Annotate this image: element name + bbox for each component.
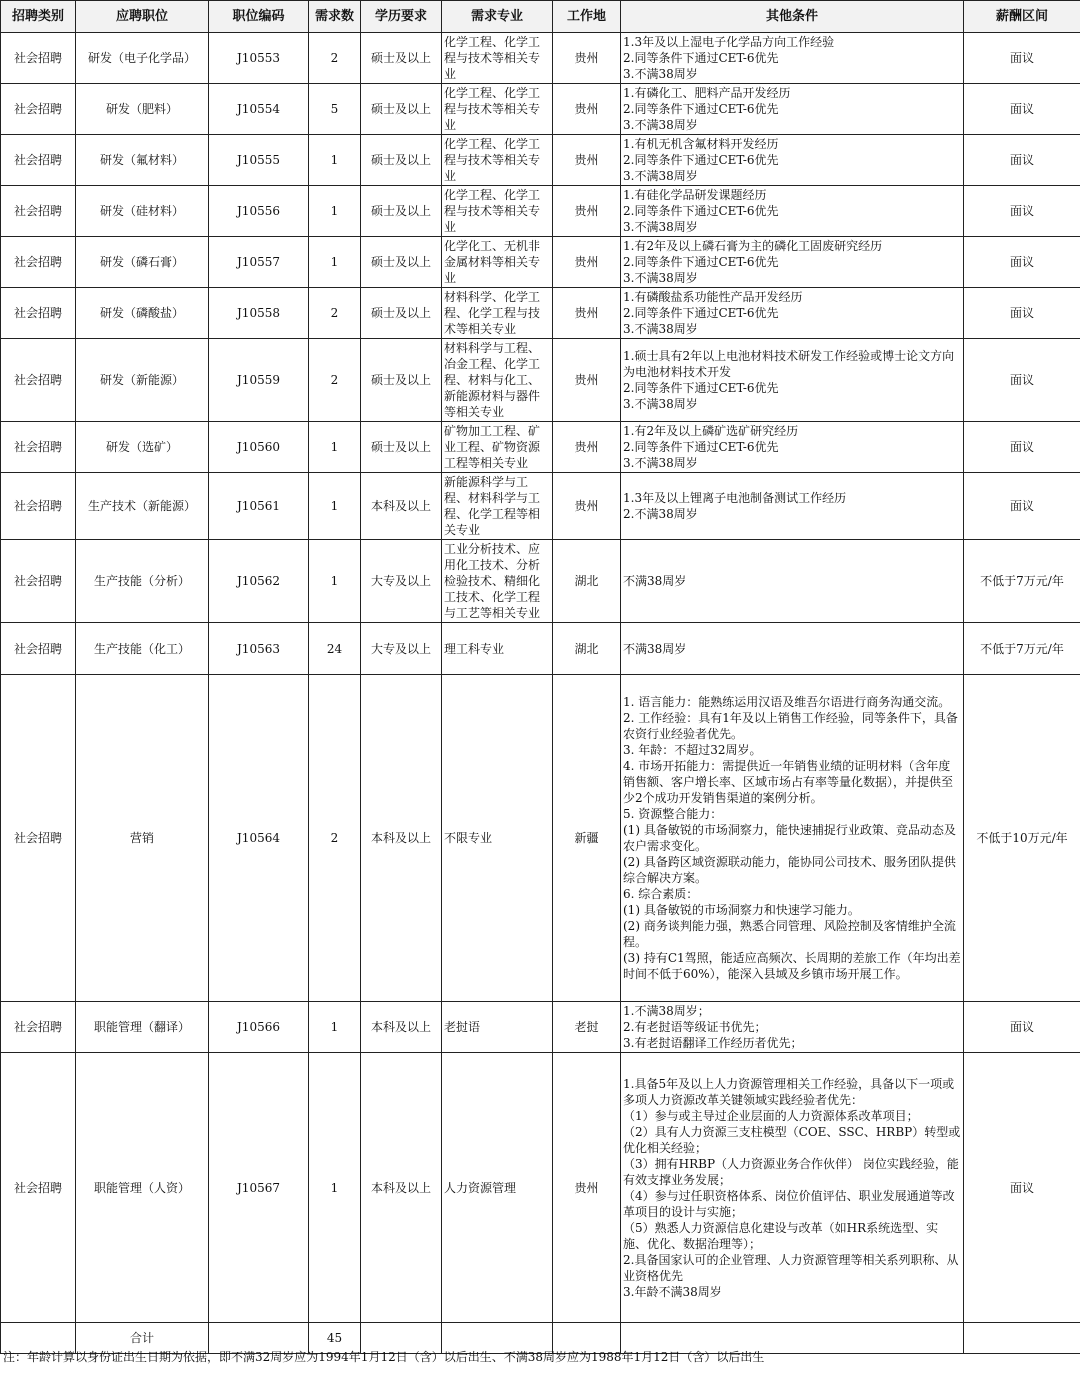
location-cell: 贵州 — [553, 84, 621, 135]
count-cell: 24 — [309, 623, 361, 675]
education-cell: 硕士及以上 — [361, 237, 442, 288]
count-cell: 1 — [309, 237, 361, 288]
code-cell: J10562 — [209, 540, 309, 623]
education-cell: 大专及以上 — [361, 623, 442, 675]
major-cell: 化学工程、化学工程与技术等相关专业 — [442, 186, 553, 237]
location-cell: 新疆 — [553, 675, 621, 1002]
major-cell: 理工科专业 — [442, 623, 553, 675]
major-cell: 材料科学、化学工程、化学工程与技术等相关专业 — [442, 288, 553, 339]
major-cell: 化学工程、化学工程与技术等相关专业 — [442, 33, 553, 84]
major-cell: 矿物加工工程、矿业工程、矿物资源工程等相关专业 — [442, 422, 553, 473]
conditions-cell: 不满38周岁 — [621, 540, 964, 623]
salary-cell: 面议 — [964, 186, 1080, 237]
category-cell: 社会招聘 — [1, 1053, 76, 1323]
salary-cell: 面议 — [964, 1002, 1080, 1053]
position-cell: 生产技能（分析） — [76, 540, 209, 623]
education-cell: 大专及以上 — [361, 540, 442, 623]
location-cell: 贵州 — [553, 135, 621, 186]
major-cell: 材料科学与工程、冶金工程、化学工程、材料与化工、新能源材料与器件等相关专业 — [442, 339, 553, 422]
count-cell: 5 — [309, 84, 361, 135]
major-cell: 工业分析技术、应用化工技术、分析检验技术、精细化工技术、化学工程与工艺等相关专业 — [442, 540, 553, 623]
table-row — [1, 33, 1080, 84]
conditions-cell: 1.有磷化工、肥料产品开发经历 2.同等条件下通过CET-6优先 3.不满38周岁 — [621, 84, 964, 135]
location-cell: 老挝 — [553, 1002, 621, 1053]
conditions-cell: 不满38周岁 — [621, 623, 964, 675]
location-cell: 贵州 — [553, 186, 621, 237]
salary-cell: 面议 — [964, 422, 1080, 473]
conditions-cell: 1.具备5年及以上人力资源管理相关工作经验，具备以下一项或多项人力资源改革关键领域实践经验者优先： （1）参与或主导过企业层面的人力资源体系改革项目； （2）具有人力资源三支柱模型（COE、SSC、HRBP）转型或优化相关经验； （3）拥有HRBP（人力资源业务合作伙伴） 岗位实践经验，能有效支撑业务发展； （4）参与过任职资格体系、岗位价值评估、职业发展通道等改革项目的设计与实施； （5）熟悉人力资源信息化建设与改革（如HR系统选型、实施、优化、数据治理等）； 2.具备国家认可的企业管理、人力资源管理等相关系列职称、从业资格优先 3.年龄不满38周岁 — [621, 1053, 964, 1323]
table-row — [1, 1002, 1080, 1053]
count-cell: 2 — [309, 339, 361, 422]
count-cell: 2 — [309, 288, 361, 339]
category-cell: 社会招聘 — [1, 84, 76, 135]
position-cell: 职能管理（人资） — [76, 1053, 209, 1323]
category-cell: 社会招聘 — [1, 237, 76, 288]
salary-cell: 面议 — [964, 339, 1080, 422]
total-count: 45 — [309, 1323, 361, 1354]
position-cell: 研发（新能源） — [76, 339, 209, 422]
location-cell: 贵州 — [553, 339, 621, 422]
position-cell: 生产技能（化工） — [76, 623, 209, 675]
category-cell: 社会招聘 — [1, 288, 76, 339]
conditions-cell: 1.硕士具有2年以上电池材料技术研发工作经验或博士论文方向为电池材料技术开发 2.同等条件下通过CET-6优先 3.不满38周岁 — [621, 339, 964, 422]
conditions-cell: 1.有机无机含氟材料开发经历 2.同等条件下通过CET-6优先 3.不满38周岁 — [621, 135, 964, 186]
column-header: 职位编码 — [209, 1, 309, 33]
category-cell: 社会招聘 — [1, 540, 76, 623]
table-body — [1, 33, 1080, 1354]
table-row — [1, 422, 1080, 473]
table-row — [1, 623, 1080, 675]
category-cell: 社会招聘 — [1, 33, 76, 84]
table-row — [1, 288, 1080, 339]
location-cell: 贵州 — [553, 422, 621, 473]
table-row — [1, 540, 1080, 623]
code-cell: J10559 — [209, 339, 309, 422]
salary-cell: 面议 — [964, 288, 1080, 339]
education-cell: 硕士及以上 — [361, 135, 442, 186]
column-header: 需求专业 — [442, 1, 553, 33]
education-cell: 硕士及以上 — [361, 84, 442, 135]
column-header: 其他条件 — [621, 1, 964, 33]
conditions-cell: 1. 语言能力：能熟练运用汉语及维吾尔语进行商务沟通交流。 2. 工作经验：具有1年及以上销售工作经验，同等条件下，具备农资行业经验者优先。 3. 年龄：不超过32周岁。 4. 市场开拓能力：需提供近一年销售业绩的证明材料（含年度销售额、客户增长率、区域市场占有率等量化数据），并提供至少2个成功开发销售渠道的案例分析。 5. 资源整合能力： (1) 具备敏锐的市场洞察力，能快速捕捉行业政策、竞品动态及农户需求变化。 (2) 具备跨区域资源联动能力，能协同公司技术、服务团队提供综合解决方案。 6. 综合素质： (1) 具备敏锐的市场洞察力和快速学习能力。 (2) 商务谈判能力强，熟悉合同管理、风险控制及客情维护全流程。 (3) 持有C1驾照，能适应高频次、长周期的差旅工作（年均出差时间不低于60%），能深入县域及乡镇市场开展工作。 — [621, 675, 964, 1002]
count-cell: 1 — [309, 473, 361, 540]
major-cell: 不限专业 — [442, 675, 553, 1002]
salary-cell: 面议 — [964, 84, 1080, 135]
category-cell: 社会招聘 — [1, 623, 76, 675]
table-row — [1, 135, 1080, 186]
column-header: 需求数 — [309, 1, 361, 33]
education-cell: 本科及以上 — [361, 1053, 442, 1323]
table-row — [1, 339, 1080, 422]
column-header: 应聘职位 — [76, 1, 209, 33]
major-cell: 化学工程、化学工程与技术等相关专业 — [442, 84, 553, 135]
code-cell: J10555 — [209, 135, 309, 186]
conditions-cell: 1.有磷酸盐系功能性产品开发经历 2.同等条件下通过CET-6优先 3.不满38周岁 — [621, 288, 964, 339]
code-cell: J10567 — [209, 1053, 309, 1323]
category-cell: 社会招聘 — [1, 422, 76, 473]
major-cell: 人力资源管理 — [442, 1053, 553, 1323]
education-cell: 本科及以上 — [361, 1002, 442, 1053]
position-cell: 研发（氟材料） — [76, 135, 209, 186]
education-cell: 硕士及以上 — [361, 339, 442, 422]
conditions-cell: 1.有硅化学品研发课题经历 2.同等条件下通过CET-6优先 3.不满38周岁 — [621, 186, 964, 237]
location-cell: 贵州 — [553, 33, 621, 84]
count-cell: 1 — [309, 422, 361, 473]
salary-cell: 面议 — [964, 33, 1080, 84]
category-cell: 社会招聘 — [1, 339, 76, 422]
position-cell: 研发（磷酸盐） — [76, 288, 209, 339]
position-cell: 研发（肥料） — [76, 84, 209, 135]
table-row — [1, 675, 1080, 1002]
conditions-cell: 1.有2年及以上磷石膏为主的磷化工固废研究经历 2.同等条件下通过CET-6优先 3.不满38周岁 — [621, 237, 964, 288]
education-cell: 硕士及以上 — [361, 186, 442, 237]
count-cell: 2 — [309, 675, 361, 1002]
major-cell: 老挝语 — [442, 1002, 553, 1053]
location-cell: 贵州 — [553, 473, 621, 540]
position-cell: 营销 — [76, 675, 209, 1002]
salary-cell: 面议 — [964, 135, 1080, 186]
position-cell: 研发（选矿） — [76, 422, 209, 473]
count-cell: 1 — [309, 186, 361, 237]
table-row — [1, 473, 1080, 540]
category-cell: 社会招聘 — [1, 675, 76, 1002]
education-cell: 硕士及以上 — [361, 422, 442, 473]
count-cell: 1 — [309, 540, 361, 623]
salary-cell: 不低于7万元/年 — [964, 540, 1080, 623]
position-cell: 研发（电子化学品） — [76, 33, 209, 84]
code-cell: J10556 — [209, 186, 309, 237]
code-cell: J10553 — [209, 33, 309, 84]
position-cell: 生产技术（新能源） — [76, 473, 209, 540]
major-cell: 化学工程、化学工程与技术等相关专业 — [442, 135, 553, 186]
conditions-cell: 1.有2年及以上磷矿选矿研究经历 2.同等条件下通过CET-6优先 3.不满38周岁 — [621, 422, 964, 473]
code-cell: J10560 — [209, 422, 309, 473]
category-cell: 社会招聘 — [1, 186, 76, 237]
header-row — [1, 1, 1080, 33]
count-cell: 2 — [309, 33, 361, 84]
major-cell: 化学化工、无机非金属材料等相关专业 — [442, 237, 553, 288]
table-row — [1, 84, 1080, 135]
education-cell: 硕士及以上 — [361, 33, 442, 84]
code-cell: J10554 — [209, 84, 309, 135]
location-cell: 贵州 — [553, 237, 621, 288]
code-cell: J10564 — [209, 675, 309, 1002]
salary-cell: 面议 — [964, 473, 1080, 540]
location-cell: 湖北 — [553, 540, 621, 623]
education-cell: 硕士及以上 — [361, 288, 442, 339]
category-cell: 社会招聘 — [1, 135, 76, 186]
column-header: 工作地 — [553, 1, 621, 33]
code-cell: J10563 — [209, 623, 309, 675]
conditions-cell: 1.不满38周岁； 2.有老挝语等级证书优先； 3.有老挝语翻译工作经历者优先； — [621, 1002, 964, 1053]
table-row — [1, 186, 1080, 237]
count-cell: 1 — [309, 1053, 361, 1323]
position-cell: 研发（磷石膏） — [76, 237, 209, 288]
salary-cell: 面议 — [964, 1053, 1080, 1323]
education-cell: 本科及以上 — [361, 473, 442, 540]
conditions-cell: 1.3年及以上湿电子化学品方向工作经验 2.同等条件下通过CET-6优先 3.不满38周岁 — [621, 33, 964, 84]
salary-cell: 不低于7万元/年 — [964, 623, 1080, 675]
salary-cell: 面议 — [964, 237, 1080, 288]
count-cell: 1 — [309, 1002, 361, 1053]
column-header: 招聘类别 — [1, 1, 76, 33]
category-cell: 社会招聘 — [1, 1002, 76, 1053]
position-cell: 研发（硅材料） — [76, 186, 209, 237]
table-row — [1, 237, 1080, 288]
conditions-cell: 1.3年及以上锂离子电池制备测试工作经历 2.不满38周岁 — [621, 473, 964, 540]
column-header: 学历要求 — [361, 1, 442, 33]
location-cell: 湖北 — [553, 623, 621, 675]
count-cell: 1 — [309, 135, 361, 186]
code-cell: J10557 — [209, 237, 309, 288]
code-cell: J10558 — [209, 288, 309, 339]
footnote: 注：年龄计算以身份证出生日期为依据，即不满32周岁应为1994年1月12日（含）以后出生、不满38周岁应为1988年1月12日（含）以后出生 — [3, 1350, 765, 1364]
location-cell: 贵州 — [553, 1053, 621, 1323]
location-cell: 贵州 — [553, 288, 621, 339]
code-cell: J10561 — [209, 473, 309, 540]
education-cell: 本科及以上 — [361, 675, 442, 1002]
position-cell: 职能管理（翻译） — [76, 1002, 209, 1053]
table-row — [1, 1053, 1080, 1323]
total-label: 合计 — [76, 1323, 209, 1354]
major-cell: 新能源科学与工程、材料科学与工程、化学工程等相关专业 — [442, 473, 553, 540]
code-cell: J10566 — [209, 1002, 309, 1053]
salary-cell: 不低于10万元/年 — [964, 675, 1080, 1002]
column-header: 薪酬区间 — [964, 1, 1080, 33]
category-cell: 社会招聘 — [1, 473, 76, 540]
